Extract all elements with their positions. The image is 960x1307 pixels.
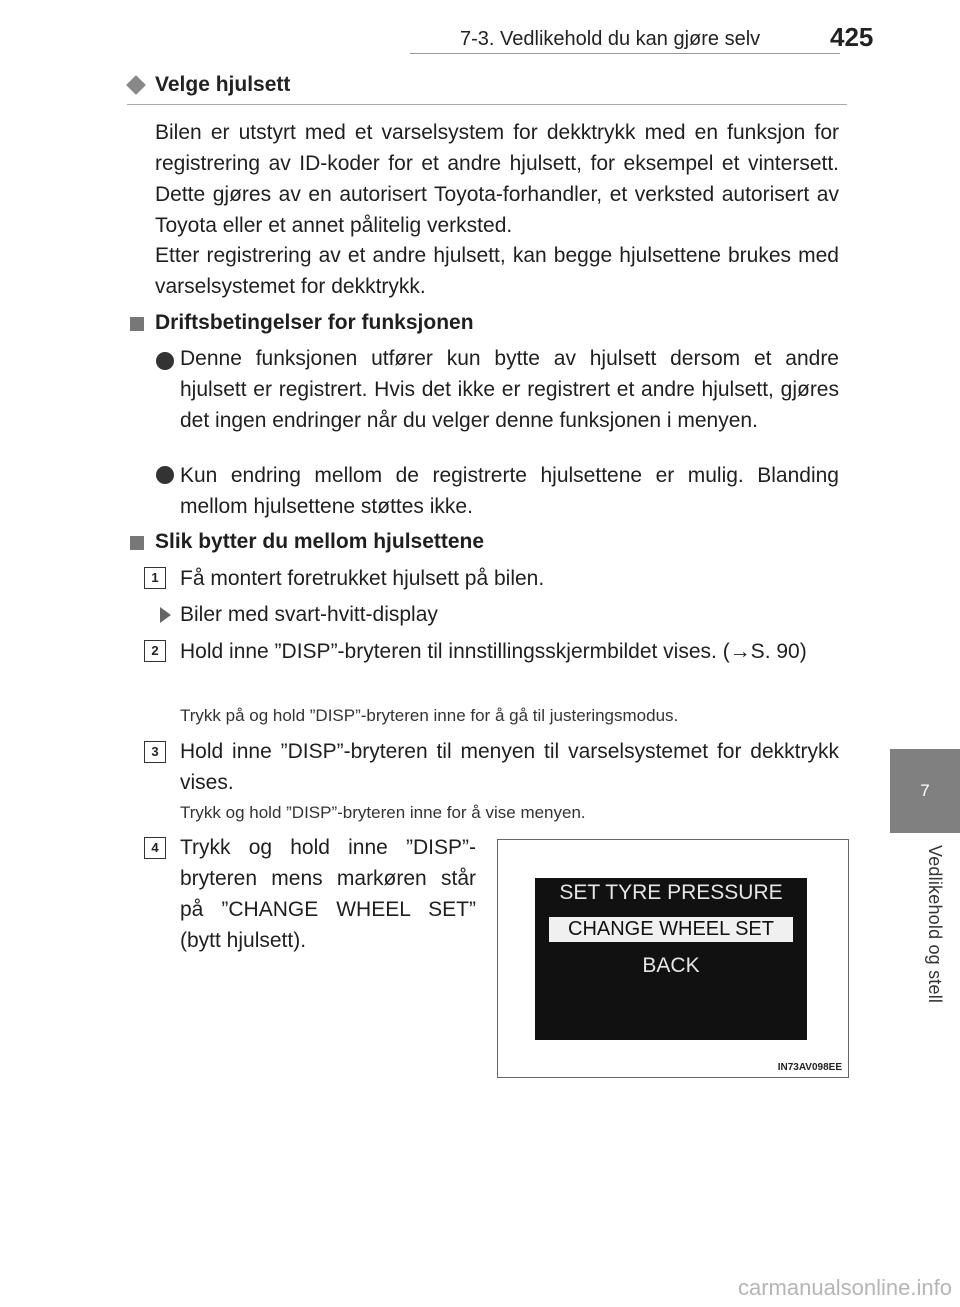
menu-item-set-tyre-pressure: SET TYRE PRESSURE (559, 881, 783, 904)
section-rule (127, 104, 847, 105)
square-bullet-icon (130, 536, 144, 550)
step-2-text: Hold inne ”DISP”-bryteren til innstillingsskjermbildet vises. (→S. 90) (180, 640, 807, 663)
page-number: 425 (830, 22, 874, 52)
running-header-title: 7-3. Vedlikehold du kan gjøre selv (460, 28, 761, 50)
bullet-dot-icon (156, 466, 174, 484)
chapter-tab (890, 749, 960, 833)
arrow-right-icon (160, 607, 171, 623)
menu-item-back: BACK (642, 954, 700, 977)
step-3-text: Hold inne ”DISP”-bryteren til menyen til varselsystemet for dekktrykk vises. (180, 740, 839, 794)
step-3-note: Trykk og hold ”DISP”-bryteren inne for å vise menyen. (180, 803, 586, 822)
header-rule (410, 53, 840, 54)
chapter-label: Vedlikehold og stell (925, 845, 945, 1004)
display-illustration (497, 839, 849, 1078)
step-number-3: 3 (144, 741, 166, 763)
switching-heading: Slik bytter du mellom hjulsettene (155, 530, 485, 553)
step-1-text: Få montert foretrukket hjulsett på bilen. (180, 567, 545, 590)
figure-code: IN73AV098EE (777, 1062, 842, 1073)
condition-bullet: Denne funksjonen utfører kun bytte av hjulsett dersom et andre hjulsett er registrert. Hvis det ikke er registrert et andre hjulsett, gjøres det ingen endringer når du velger denne funksjonen i menyen. (180, 347, 839, 432)
step-number-4: 4 (144, 837, 166, 859)
step-2-note: Trykk på og hold ”DISP”-bryteren inne for å gå til justeringsmodus. (180, 706, 679, 725)
menu-item-change-wheel-set: CHANGE WHEEL SET (549, 917, 793, 942)
diamond-icon (126, 75, 146, 95)
bullet-dot-icon (156, 352, 174, 370)
watermark: carmanualsonline.info (737, 1275, 952, 1300)
registration-paragraph: Etter registrering av et andre hjulsett, kan begge hjulsettene brukes med varselsystemet for dekktrykk. (155, 244, 839, 298)
chapter-number: 7 (920, 781, 930, 800)
square-bullet-icon (130, 317, 144, 331)
conditions-heading: Driftsbetingelser for funksjonen (155, 311, 474, 334)
step-number-2: 2 (144, 640, 166, 662)
display-screen (535, 878, 807, 1040)
step-number-1: 1 (144, 567, 166, 589)
condition-bullet: Kun endring mellom de registrerte hjulsettene er mulig. Blanding mellom hjulsettene støttes ikke. (180, 464, 839, 518)
variant-label: Biler med svart-hvitt-display (180, 603, 438, 626)
intro-paragraph: Bilen er utstyrt med et varselsystem for dekktrykk med en funksjon for registrering av ID-koder for et andre hjulsett, for eksempel et vintersett. Dette gjøres av en autorisert Toyota-forhandler, et verksted autorisert av Toyota eller et annet pålitelig verksted. (155, 121, 839, 237)
section-title: Velge hjulsett (155, 73, 291, 96)
step-4-text: Trykk og hold inne ”DISP”-bryteren mens markøren står på ”CHANGE WHEEL SET” (bytt hjulsett). (180, 836, 476, 952)
